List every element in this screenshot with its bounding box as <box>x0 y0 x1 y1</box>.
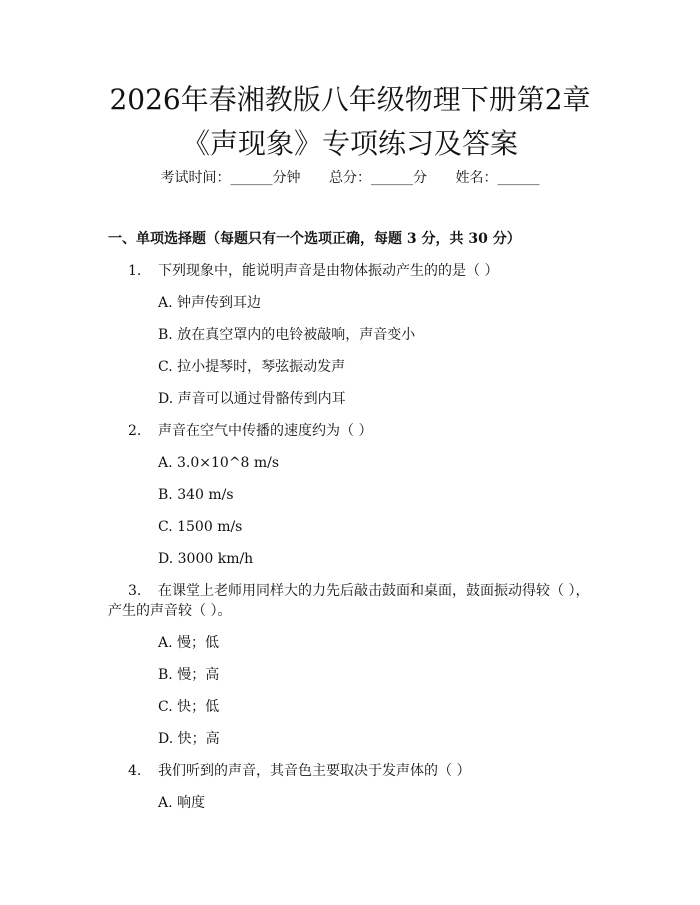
option-b: B. 放在真空罩内的电铃被敲响，声音变小 <box>158 327 416 343</box>
option-b: B. 340 m/s <box>158 487 234 503</box>
question-number: 3. <box>128 583 142 599</box>
question-number: 2. <box>128 423 142 439</box>
total-score-field: 总分：______分 <box>329 170 427 186</box>
question-text: 我们听到的声音，其音色主要取决于发声体的（ ） <box>158 763 471 779</box>
option-c: C. 快；低 <box>158 699 220 715</box>
option-c: C. 1500 m/s <box>158 519 243 535</box>
option-b: B. 慢；高 <box>158 667 220 683</box>
question-text: 下列现象中，能说明声音是由物体振动产生的的是（ ） <box>158 263 499 279</box>
section-heading: 一、单项选择题（每题只有一个选项正确，每题 3 分，共 30 分） <box>108 231 521 247</box>
option-a: A. 3.0×10^8 m/s <box>158 455 280 471</box>
question-number: 1. <box>128 263 142 279</box>
option-a: A. 响度 <box>158 795 206 811</box>
exam-time-field: 考试时间：______分钟 <box>160 170 301 186</box>
option-d: D. 3000 km/h <box>158 551 254 567</box>
exam-info <box>0 168 700 188</box>
question-number: 4. <box>128 763 142 779</box>
option-a: A. 钟声传到耳边 <box>158 295 262 311</box>
student-name-field: 姓名：______ <box>455 170 540 186</box>
question-text-line-1: 在课堂上老师用同样大的力先后敲击鼓面和桌面，鼓面振动得较（ ）， <box>158 583 590 599</box>
option-d: D. 快；高 <box>158 731 220 747</box>
document-title: 2026年春湘教版八年级物理下册第2章《声现象》专项练习及答案 <box>109 83 591 160</box>
option-c: C. 拉小提琴时，琴弦振动发声 <box>158 359 346 375</box>
option-a: A. 慢；低 <box>158 635 220 651</box>
option-d: D. 声音可以通过骨骼传到内耳 <box>158 391 346 407</box>
question-text: 声音在空气中传播的速度约为（ ） <box>158 423 373 439</box>
question-text-line-2: 产生的声音较（ ）。 <box>108 603 232 619</box>
